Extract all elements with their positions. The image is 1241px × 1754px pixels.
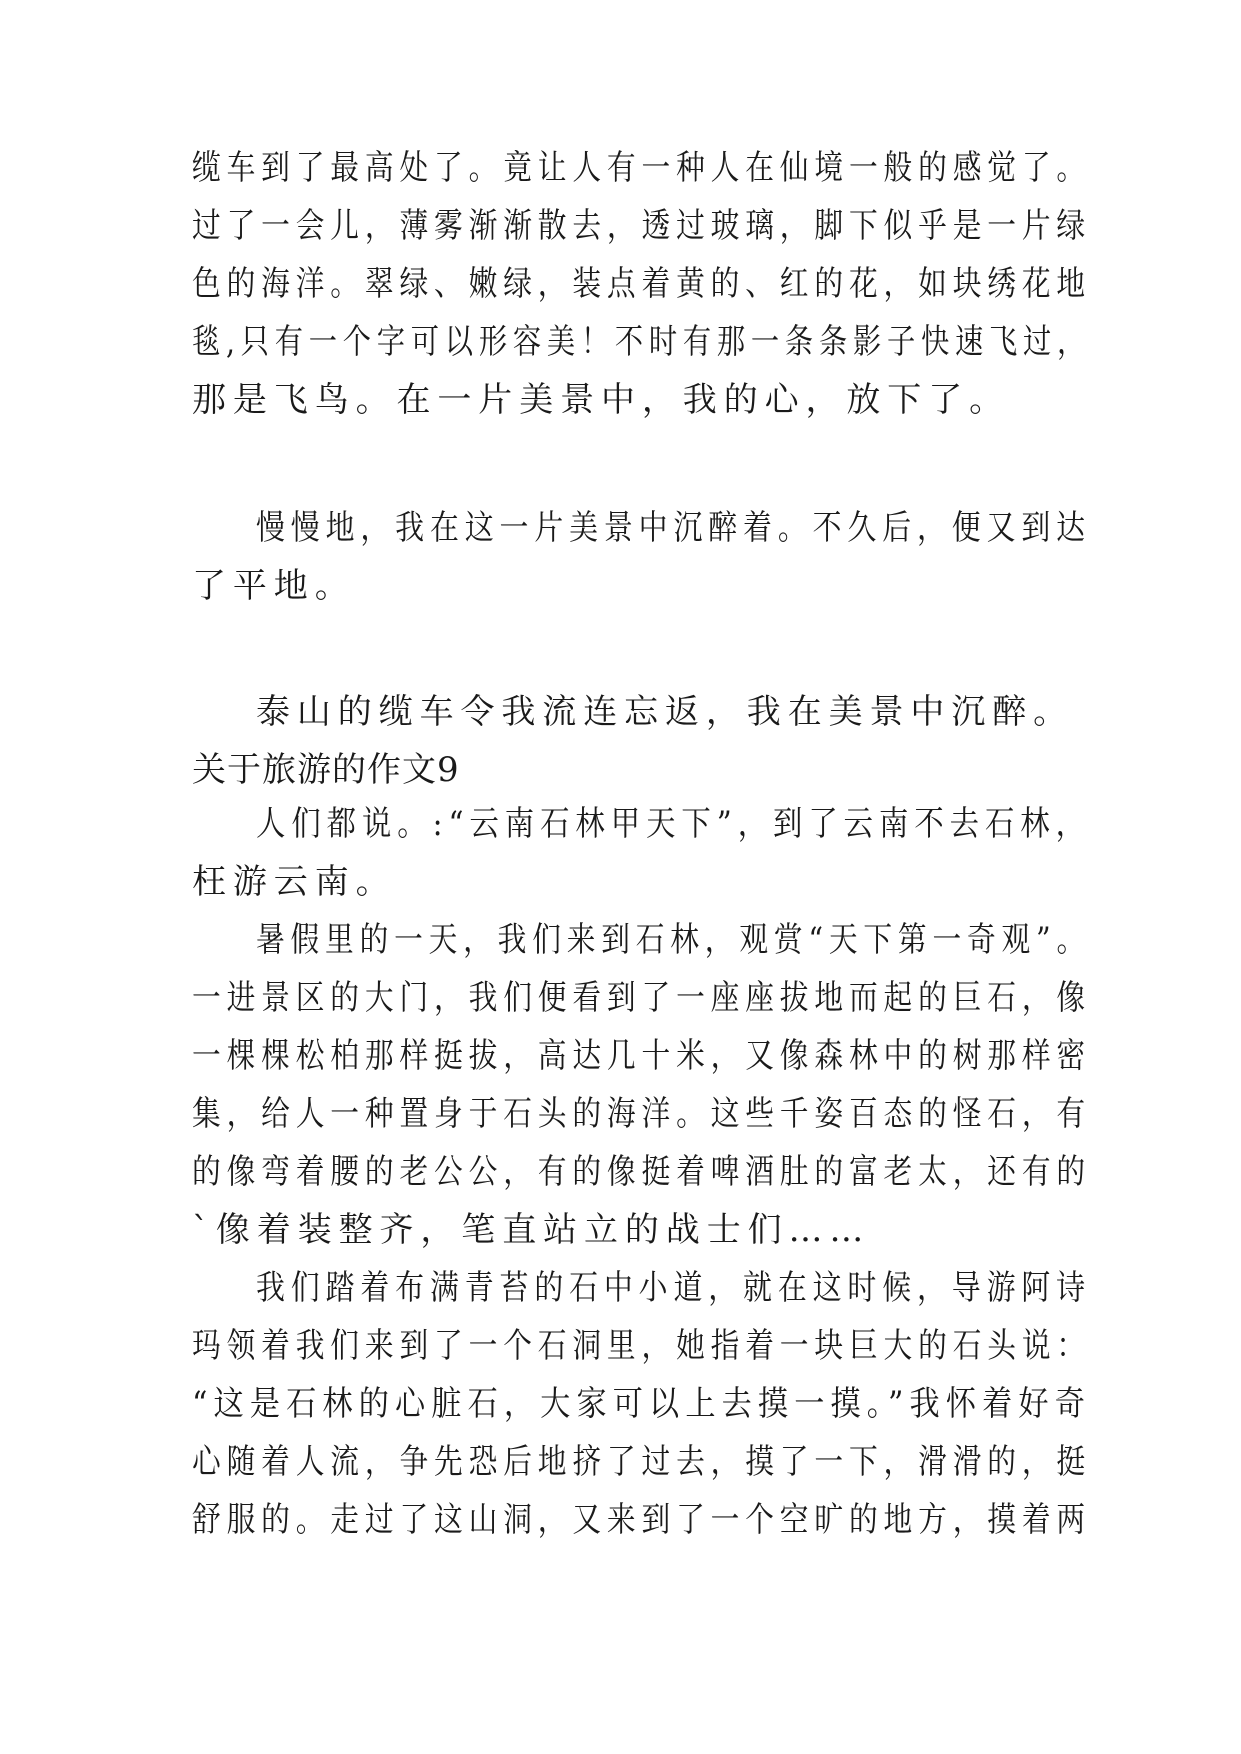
- text-line: `像着装整齐，笔直站立的战士们……: [192, 1210, 871, 1250]
- text-line: 了平地。: [192, 566, 356, 606]
- text-line: “这是石林的心脏石，大家可以上去摸一摸。”我怀着好奇: [192, 1384, 1091, 1424]
- text-line: 暑假里的一天，我们来到石林，观赏“天下第一奇观”。: [256, 920, 1092, 960]
- article-heading: 关于旅游的作文9: [192, 750, 460, 790]
- text-line: 集，给人一种置身于石头的海洋。这些千姿百态的怪石，有: [192, 1094, 1092, 1134]
- text-line: 一进景区的大门，我们便看到了一座座拔地而起的巨石，像: [192, 978, 1092, 1018]
- text-line: 色的海洋。翠绿、嫩绿，装点着黄的、红的花，如块绣花地: [192, 264, 1092, 304]
- text-line: 我们踏着布满青苔的石中小道，就在这时候，导游阿诗: [256, 1268, 1091, 1308]
- text-line: 一棵棵松柏那样挺拔，高达几十米，又像森林中的树那样密: [192, 1036, 1092, 1076]
- text-line: 慢慢地，我在这一片美景中沉醉着。不久后，便又到达: [256, 508, 1091, 548]
- text-line: 毯,只有一个字可以形容美！不时有那一条条影子快速飞过，: [192, 322, 1092, 362]
- text-line: 玛领着我们来到了一个石洞里，她指着一块巨大的石头说：: [192, 1326, 1092, 1366]
- text-line: 人们都说。:“云南石林甲天下”，到了云南不去石林，: [256, 804, 1091, 844]
- text-line: 缆车到了最高处了。竟让人有一种人在仙境一般的感觉了。: [192, 148, 1092, 188]
- text-line: 过了一会儿，薄雾渐渐散去，透过玻璃，脚下似乎是一片绿: [192, 206, 1092, 246]
- text-line: 枉游云南。: [192, 862, 397, 902]
- text-line: 泰山的缆车令我流连忘返，我在美景中沉醉。: [256, 692, 1074, 732]
- text-line: 心随着人流，争先恐后地挤了过去，摸了一下，滑滑的，挺: [192, 1442, 1092, 1482]
- text-line: 的像弯着腰的老公公，有的像挺着啤酒肚的富老太，还有的: [192, 1152, 1092, 1192]
- text-line: 舒服的。走过了这山洞，又来到了一个空旷的地方，摸着两: [192, 1500, 1092, 1540]
- text-line: 那是飞鸟。在一片美景中，我的心，放下了。: [192, 380, 1010, 420]
